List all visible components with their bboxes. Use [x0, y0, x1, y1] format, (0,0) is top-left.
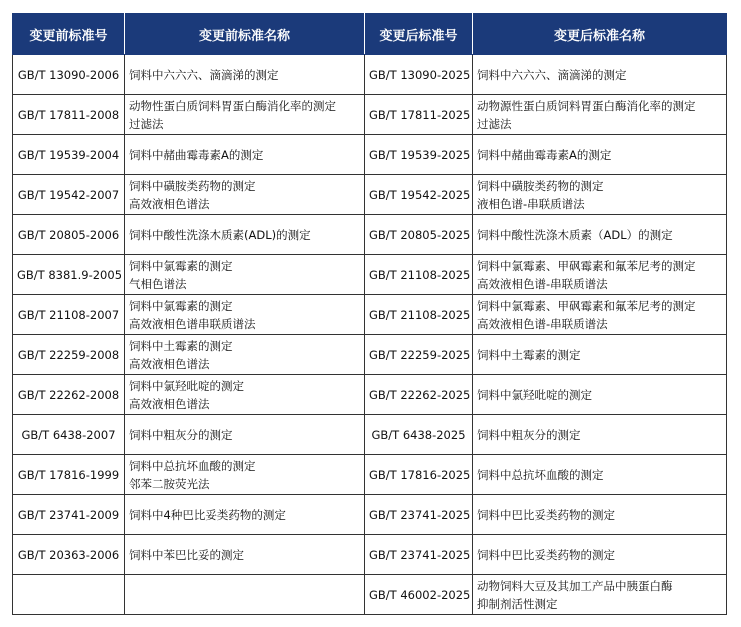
old-standard-name-line: 饲料中氯霉素的测定 [129, 258, 233, 273]
old-standard-name-line: 高效液相色谱法 [129, 196, 210, 211]
header-new-name: 变更后标准名称 [473, 14, 727, 55]
old-standard-code [13, 575, 125, 615]
old-standard-code: GB/T 8381.9-2005 [13, 255, 125, 295]
old-standard-name [125, 575, 365, 615]
table-row [13, 575, 727, 615]
old-standard-name-line: 饲料中粗灰分的测定 [129, 427, 233, 442]
header-new-code: 变更后标准号 [365, 14, 473, 55]
new-standard-code: GB/T 17816-2025 [365, 455, 473, 495]
new-standard-name [473, 135, 727, 175]
old-standard-name [125, 415, 365, 455]
standards-change-table [12, 13, 727, 615]
new-standard-name-line: 饲料中氯霉素、甲砜霉素和氟苯尼考的测定 [477, 298, 696, 313]
new-standard-name [473, 255, 727, 295]
new-standard-name-line: 液相色谱-串联质谱法 [477, 196, 585, 211]
old-standard-name-line: 饲料中氯羟吡啶的测定 [129, 378, 244, 393]
new-standard-name-line: 饲料中磺胺类药物的测定 [477, 178, 604, 193]
table-row [13, 135, 727, 175]
new-standard-name-line: 饲料中巴比妥类药物的测定 [477, 547, 615, 562]
new-standard-name [473, 175, 727, 215]
new-standard-name [473, 295, 727, 335]
standards-table-container [12, 13, 726, 615]
old-standard-code: GB/T 19539-2004 [13, 135, 125, 175]
table-row [13, 295, 727, 335]
old-standard-name-line: 高效液相色谱法 [129, 396, 210, 411]
old-standard-name [125, 255, 365, 295]
new-standard-name [473, 535, 727, 575]
new-standard-code: GB/T 22262-2025 [365, 375, 473, 415]
old-standard-name-line: 饲料中4种巴比妥类药物的测定 [129, 507, 286, 522]
old-standard-name-line: 饲料中土霉素的测定 [129, 338, 233, 353]
old-standard-name-line: 气相色谱法 [129, 276, 187, 291]
new-standard-code: GB/T 13090-2025 [365, 55, 473, 95]
new-standard-name-line: 抑制剂活性测定 [477, 596, 558, 611]
new-standard-name-line: 饲料中酸性洗涤木质素（ADL）的测定 [477, 227, 673, 242]
new-standard-name-line: 饲料中氯羟吡啶的测定 [477, 387, 592, 402]
old-standard-name-line: 饲料中六六六、滴滴涕的测定 [129, 67, 279, 82]
new-standard-name [473, 495, 727, 535]
new-standard-code: GB/T 23741-2025 [365, 535, 473, 575]
old-standard-code: GB/T 20805-2006 [13, 215, 125, 255]
new-standard-code: GB/T 17811-2025 [365, 95, 473, 135]
old-standard-code: GB/T 23741-2009 [13, 495, 125, 535]
old-standard-code: GB/T 6438-2007 [13, 415, 125, 455]
new-standard-name [473, 575, 727, 615]
old-standard-code: GB/T 17816-1999 [13, 455, 125, 495]
new-standard-name-line: 动物源性蛋白质饲料胃蛋白酶消化率的测定 [477, 98, 696, 113]
new-standard-name [473, 95, 727, 135]
new-standard-name [473, 55, 727, 95]
table-row [13, 495, 727, 535]
old-standard-name-line: 过滤法 [129, 116, 164, 131]
new-standard-name-line: 饲料中土霉素的测定 [477, 347, 581, 362]
old-standard-name-line: 饲料中磺胺类药物的测定 [129, 178, 256, 193]
old-standard-name-line: 邻苯二胺荧光法 [129, 476, 210, 491]
new-standard-name-line: 饲料中粗灰分的测定 [477, 427, 581, 442]
new-standard-code: GB/T 21108-2025 [365, 295, 473, 335]
new-standard-name-line: 饲料中巴比妥类药物的测定 [477, 507, 615, 522]
new-standard-name-line: 饲料中总抗坏血酸的测定 [477, 467, 604, 482]
old-standard-name [125, 495, 365, 535]
new-standard-code: GB/T 20805-2025 [365, 215, 473, 255]
table-row [13, 535, 727, 575]
table-row [13, 215, 727, 255]
table-row [13, 335, 727, 375]
old-standard-name-line: 高效液相色谱串联质谱法 [129, 316, 256, 331]
new-standard-name-line: 饲料中六六六、滴滴涕的测定 [477, 67, 627, 82]
old-standard-name [125, 175, 365, 215]
old-standard-name [125, 135, 365, 175]
old-standard-name [125, 295, 365, 335]
old-standard-name [125, 215, 365, 255]
old-standard-code: GB/T 21108-2007 [13, 295, 125, 335]
new-standard-code: GB/T 23741-2025 [365, 495, 473, 535]
old-standard-name [125, 375, 365, 415]
table-row [13, 55, 727, 95]
table-row [13, 175, 727, 215]
header-old-name: 变更前标准名称 [125, 14, 365, 55]
table-row [13, 375, 727, 415]
new-standard-name [473, 215, 727, 255]
old-standard-name [125, 55, 365, 95]
old-standard-code: GB/T 19542-2007 [13, 175, 125, 215]
new-standard-name [473, 375, 727, 415]
old-standard-name-line: 饲料中酸性洗涤木质素(ADL)的测定 [129, 227, 311, 242]
new-standard-name [473, 335, 727, 375]
new-standard-name-line: 饲料中赭曲霉毒素A的测定 [477, 147, 612, 162]
old-standard-name-line: 饲料中苯巴比妥的测定 [129, 547, 244, 562]
table-row [13, 415, 727, 455]
table-row [13, 95, 727, 135]
new-standard-code: GB/T 22259-2025 [365, 335, 473, 375]
old-standard-code: GB/T 22262-2008 [13, 375, 125, 415]
header-old-code: 变更前标准号 [13, 14, 125, 55]
new-standard-name-line: 饲料中氯霉素、甲砜霉素和氟苯尼考的测定 [477, 258, 696, 273]
table-row [13, 255, 727, 295]
old-standard-name [125, 455, 365, 495]
table-body [13, 55, 727, 615]
new-standard-name-line: 动物饲料大豆及其加工产品中胰蛋白酶 [477, 578, 673, 593]
new-standard-code: GB/T 19539-2025 [365, 135, 473, 175]
old-standard-name [125, 95, 365, 135]
new-standard-code: GB/T 21108-2025 [365, 255, 473, 295]
old-standard-name [125, 335, 365, 375]
new-standard-code: GB/T 6438-2025 [365, 415, 473, 455]
old-standard-code: GB/T 13090-2006 [13, 55, 125, 95]
new-standard-name-line: 过滤法 [477, 116, 512, 131]
old-standard-name-line: 饲料中氯霉素的测定 [129, 298, 233, 313]
old-standard-name-line: 饲料中赭曲霉毒素A的测定 [129, 147, 264, 162]
new-standard-name [473, 415, 727, 455]
old-standard-code: GB/T 20363-2006 [13, 535, 125, 575]
new-standard-name-line: 高效液相色谱-串联质谱法 [477, 316, 608, 331]
old-standard-name-line: 动物性蛋白质饲料胃蛋白酶消化率的测定 [129, 98, 336, 113]
table-row [13, 455, 727, 495]
old-standard-name-line: 高效液相色谱法 [129, 356, 210, 371]
old-standard-name [125, 535, 365, 575]
old-standard-code: GB/T 22259-2008 [13, 335, 125, 375]
old-standard-name-line: 饲料中总抗坏血酸的测定 [129, 458, 256, 473]
new-standard-name [473, 455, 727, 495]
new-standard-code: GB/T 46002-2025 [365, 575, 473, 615]
old-standard-code: GB/T 17811-2008 [13, 95, 125, 135]
table-header-row [13, 14, 727, 55]
new-standard-name-line: 高效液相色谱-串联质谱法 [477, 276, 608, 291]
new-standard-code: GB/T 19542-2025 [365, 175, 473, 215]
